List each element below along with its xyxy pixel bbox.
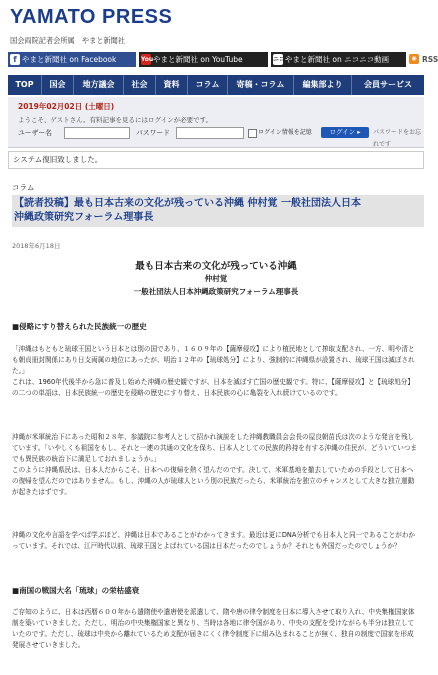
nav-item-column[interactable]: コラム bbox=[188, 75, 228, 95]
nav-item-shakai[interactable]: 社会 bbox=[124, 75, 156, 95]
social-links bbox=[8, 52, 438, 68]
facebook-icon: f bbox=[10, 54, 20, 65]
login-button[interactable]: ログイン ▸ bbox=[321, 127, 369, 138]
facebook-label: やまと新聞社 on Facebook bbox=[22, 55, 117, 64]
article-category[interactable]: コラム bbox=[12, 183, 35, 192]
youtube-label: やまと新聞社 on YouTube bbox=[153, 55, 243, 64]
niconico-label: やまと新聞社 on ニコニコ動画 bbox=[285, 55, 390, 64]
remember-checkbox[interactable] bbox=[248, 129, 257, 138]
article-heading: 最も日本古来の文化が残っている沖縄 bbox=[135, 261, 297, 272]
article-title[interactable] bbox=[12, 195, 424, 227]
nav-item-kokkai[interactable]: 国会 bbox=[42, 75, 74, 95]
username-label: ユーザー名 bbox=[18, 129, 52, 137]
title-line2: 沖縄政策研究フォーラム理事長 bbox=[14, 212, 154, 223]
current-date: 2019年02月02日 (土曜日) bbox=[18, 102, 115, 111]
nav-item-member[interactable]: 会員サービス bbox=[364, 80, 412, 89]
username-input[interactable] bbox=[64, 127, 130, 139]
niconico-link[interactable] bbox=[271, 52, 406, 67]
section-heading: ■侵略にすり替えられた民族統一の歴史 bbox=[12, 322, 147, 331]
password-input[interactable] bbox=[176, 127, 244, 139]
site-subtitle: 国会両院記者会所属 やまと新聞社 bbox=[10, 36, 126, 45]
niconico-icon: ニコ bbox=[273, 56, 286, 63]
title-prefix: 【読者投稿】 bbox=[14, 198, 74, 209]
paragraph: 沖縄が米軍統治下にあった昭和２８年、参議院に参考人として招かれ演説をした沖縄教職員会会長の屋良朝苗氏は次のような発言を残しています。「いやしくも祖国をもし、それと一連の共通の文化を保ち、日本人としての民族的矜持を有する沖縄の住民が、どういていつまでも異民族の統治下に満足しておれましょうか。」 このように沖縄県民は、日本人だからこそ、日本への復帰を熱く望んだのです。決して、米軍基地を撤去していための手段として日本への復帰を望んだのではありません。もし、沖縄の人が琉球人という別の民族だったら、米軍統治を独立のチャンスとして大きな独立運動が起きたはずです。 bbox=[12, 433, 417, 496]
welcome-message: ようこそ、ゲストさん。有料記事を見るにはログインが必要です。 bbox=[18, 116, 213, 124]
nav-item-henshubu[interactable]: 編集部より bbox=[294, 75, 352, 95]
youtube-link[interactable] bbox=[139, 52, 268, 67]
nav-item-chihou[interactable]: 地方議会 bbox=[74, 75, 124, 95]
login-row bbox=[18, 127, 422, 148]
article-author: 仲村覚 bbox=[204, 274, 228, 283]
system-notice: システム復旧致しました。 bbox=[8, 151, 424, 169]
youtube-icon: You bbox=[141, 56, 154, 63]
forgot-password-link[interactable]: パスワードをお忘れです bbox=[373, 129, 422, 148]
paragraph: ご存知のように、日本は西暦６００年から遣隋使や遣唐使を派遣して、隋や唐の律令制度を日本に導入させて取り入れ、中央集権国家体制を築いていきました。ただし、明治の中央集権国家と異なり、当時は各地に律令国があり、中央の支配を受けながらも半分は独立していたのです。ただし、琉球は中央から離れているため支配が届きにくく律令制度下に組み込まれることが無く、独自の制度で国家を形成発展させていきました。 bbox=[12, 608, 415, 649]
rss-icon: ◉ bbox=[409, 54, 419, 64]
password-label: パスワード bbox=[136, 129, 170, 137]
publish-date: 2018年6月18日 bbox=[12, 242, 61, 250]
remember-label: ログイン情報を記憶 bbox=[258, 129, 312, 136]
article-org: 一般社団法人日本沖縄政策研究フォーラム理事長 bbox=[133, 287, 299, 296]
rss-link[interactable] bbox=[409, 52, 438, 67]
site-logo[interactable]: YAMATO PRESS bbox=[10, 6, 173, 28]
login-panel bbox=[8, 97, 424, 148]
nav-item-kikou[interactable]: 寄稿・コラム bbox=[228, 75, 294, 95]
nav-item-shiryou[interactable]: 資料 bbox=[156, 75, 188, 95]
main-nav bbox=[8, 75, 424, 95]
title-main: 最も日本古来の文化が残っている沖縄 仲村覚 一般社団法人日本 bbox=[74, 198, 361, 209]
facebook-link[interactable] bbox=[8, 52, 136, 67]
paragraph: 「沖縄はもともと琉球王国という日本とは別の国であり、１６０９年の【薩摩侵攻】により植民地として搾取支配され、一方、明や清とも朝貢冊封関係にあり日支両属の地位にあったが、明治１２年の【琉球処分】により、強制的に沖縄県が設置され、琉球王国は滅ぼされた。」 これは、1960年代後半から急に普及し始めた沖縄の歴史観ですが、日本を滅ぼす亡国の歴史観です。特に、【薩摩侵攻】と【琉球処分】の二つの単語は、日本民族統一の歴史を侵略の歴史にすり替え、日本民族の心に亀裂を入れ続けているのです。 bbox=[12, 345, 415, 397]
paragraph: 沖縄の文化や言語を学べば学ぶほど、沖縄は日本であることがわかってきます。最近は更にDNA分析でも日本人と同一であることがわかっています。それでは、江戸時代以前、琉球王国とよばれている国は日本だったのでしょうか？それとも外国だったのでしょうか？ bbox=[12, 531, 416, 550]
section-heading: ■南国の戦国大名「琉球」の栄枯盛衰 bbox=[12, 586, 140, 595]
nav-item-top[interactable]: TOP bbox=[8, 75, 42, 95]
rss-label: RSS bbox=[422, 55, 438, 64]
